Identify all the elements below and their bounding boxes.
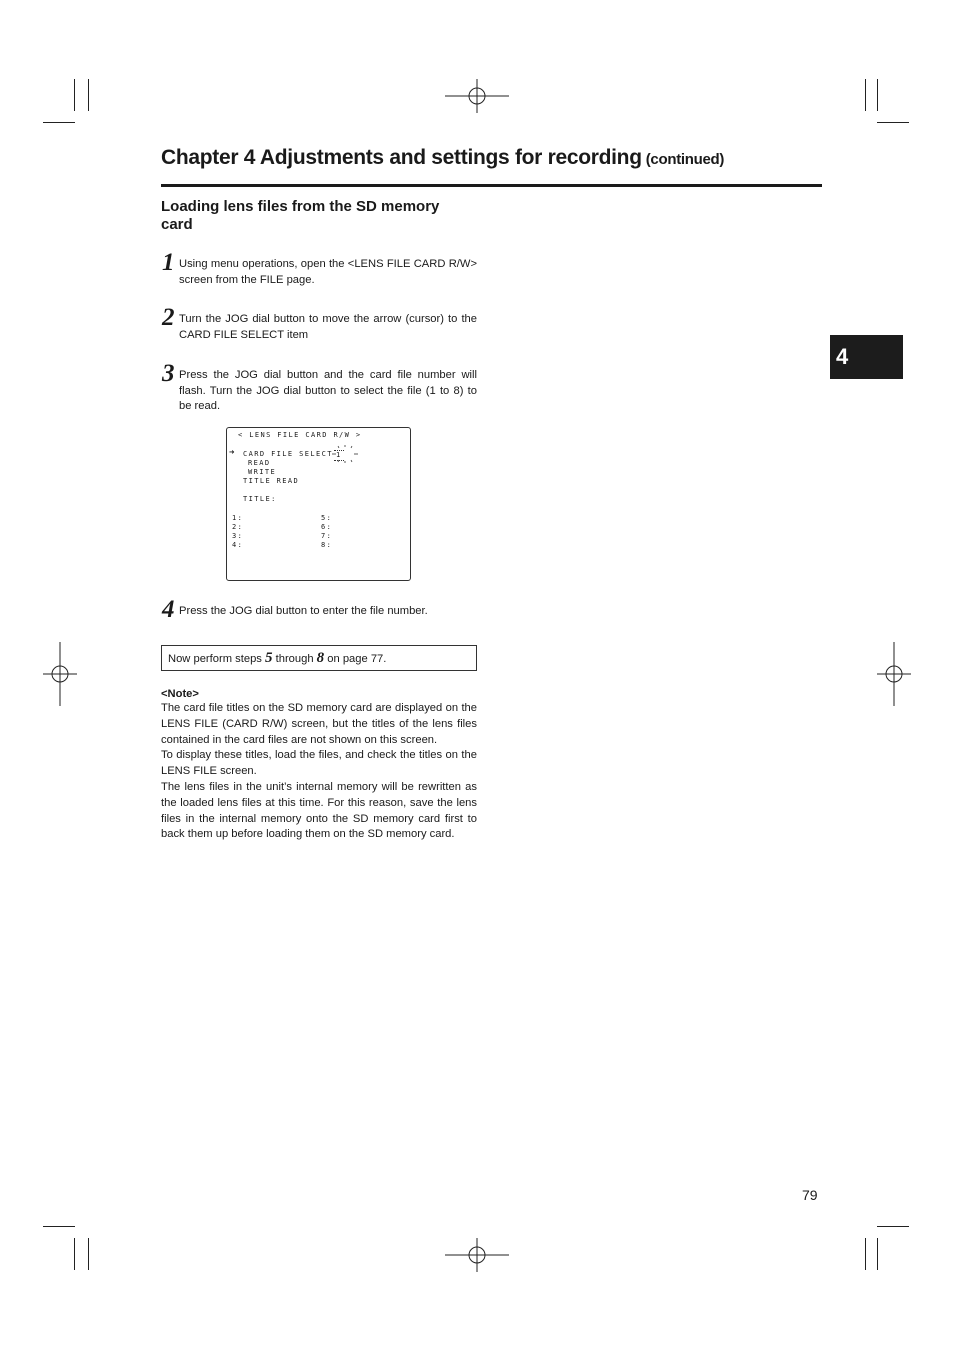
note-heading: <Note> <box>161 688 199 700</box>
screen-title: < LENS FILE CARD R/W > <box>238 431 362 439</box>
flash-indicator-icon <box>330 445 360 463</box>
registration-mark-right <box>877 642 911 706</box>
callout-suffix: on page 77. <box>324 653 387 665</box>
note-paragraph: To display these titles, load the files, and check the titles on the LENS FILE screen. <box>161 749 477 778</box>
callout-prefix: Now perform steps <box>168 653 265 665</box>
lens-file-card-rw-screen <box>226 427 411 581</box>
chapter-title <box>161 146 724 170</box>
step-4-number: 4 <box>162 596 175 623</box>
step-1-number: 1 <box>162 249 175 276</box>
cursor-arrow-icon: ➜ <box>229 448 235 458</box>
callout-step-to: 8 <box>316 650 325 666</box>
section-title: Loading lens files from the SD memory card <box>161 198 440 233</box>
slot-7: 7: <box>321 532 333 540</box>
note-paragraph: The card file titles on the SD memory card are displayed on the LENS FILE (CARD R/W) screen, but the titles of the lens files contained in the card files are not shown on this screen. <box>161 702 477 746</box>
chapter-tab: 4 <box>830 335 903 379</box>
page-number: 79 <box>802 1187 818 1203</box>
step-3-number: 3 <box>162 360 175 387</box>
card-file-select-label: CARD FILE SELECT <box>243 450 333 458</box>
header-rule <box>161 184 822 187</box>
step-2-number: 2 <box>162 304 175 331</box>
menu-item-write: WRITE <box>248 468 277 476</box>
slot-4: 4: <box>232 541 244 549</box>
slot-6: 6: <box>321 523 333 531</box>
slot-3: 3: <box>232 532 244 540</box>
step-3-text: Press the JOG dial button and the card file number will flash. Turn the JOG dial button to select the file (1 to 8) to be read. <box>179 369 477 413</box>
step-1-text: Using menu operations, open the <LENS FILE CARD R/W> screen from the FILE page. <box>179 258 477 286</box>
note-body <box>161 701 477 843</box>
callout-step-from: 5 <box>265 650 273 666</box>
next-steps-callout <box>161 645 477 671</box>
step-2-text: Turn the JOG dial button to move the arrow (cursor) to the CARD FILE SELECT item <box>179 313 477 341</box>
callout-middle: through <box>272 653 317 665</box>
menu-item-read: READ <box>248 459 271 467</box>
title-label: TITLE: <box>243 495 277 503</box>
chapter-title-text: Chapter 4 Adjustments and settings for recording <box>161 146 642 169</box>
menu-item-title-read: TITLE READ <box>243 477 300 485</box>
slot-2: 2: <box>232 523 244 531</box>
card-file-select-value: 1 <box>336 451 342 459</box>
registration-mark-bottom <box>445 1238 509 1272</box>
note-paragraph: The lens files in the unit’s internal memory will be rewritten as the loaded lens files at this time. For this reason, save the lens files in the internal memory onto the SD memory card first to back them up before loading them on the SD memory card. <box>161 780 477 841</box>
step-4-text: Press the JOG dial button to enter the file number. <box>179 605 428 617</box>
registration-mark-top <box>445 79 509 113</box>
slot-5: 5: <box>321 514 333 522</box>
slot-1: 1: <box>232 514 244 522</box>
registration-mark-left <box>43 642 77 706</box>
continued-label: (continued) <box>645 151 725 168</box>
slot-8: 8: <box>321 541 333 549</box>
